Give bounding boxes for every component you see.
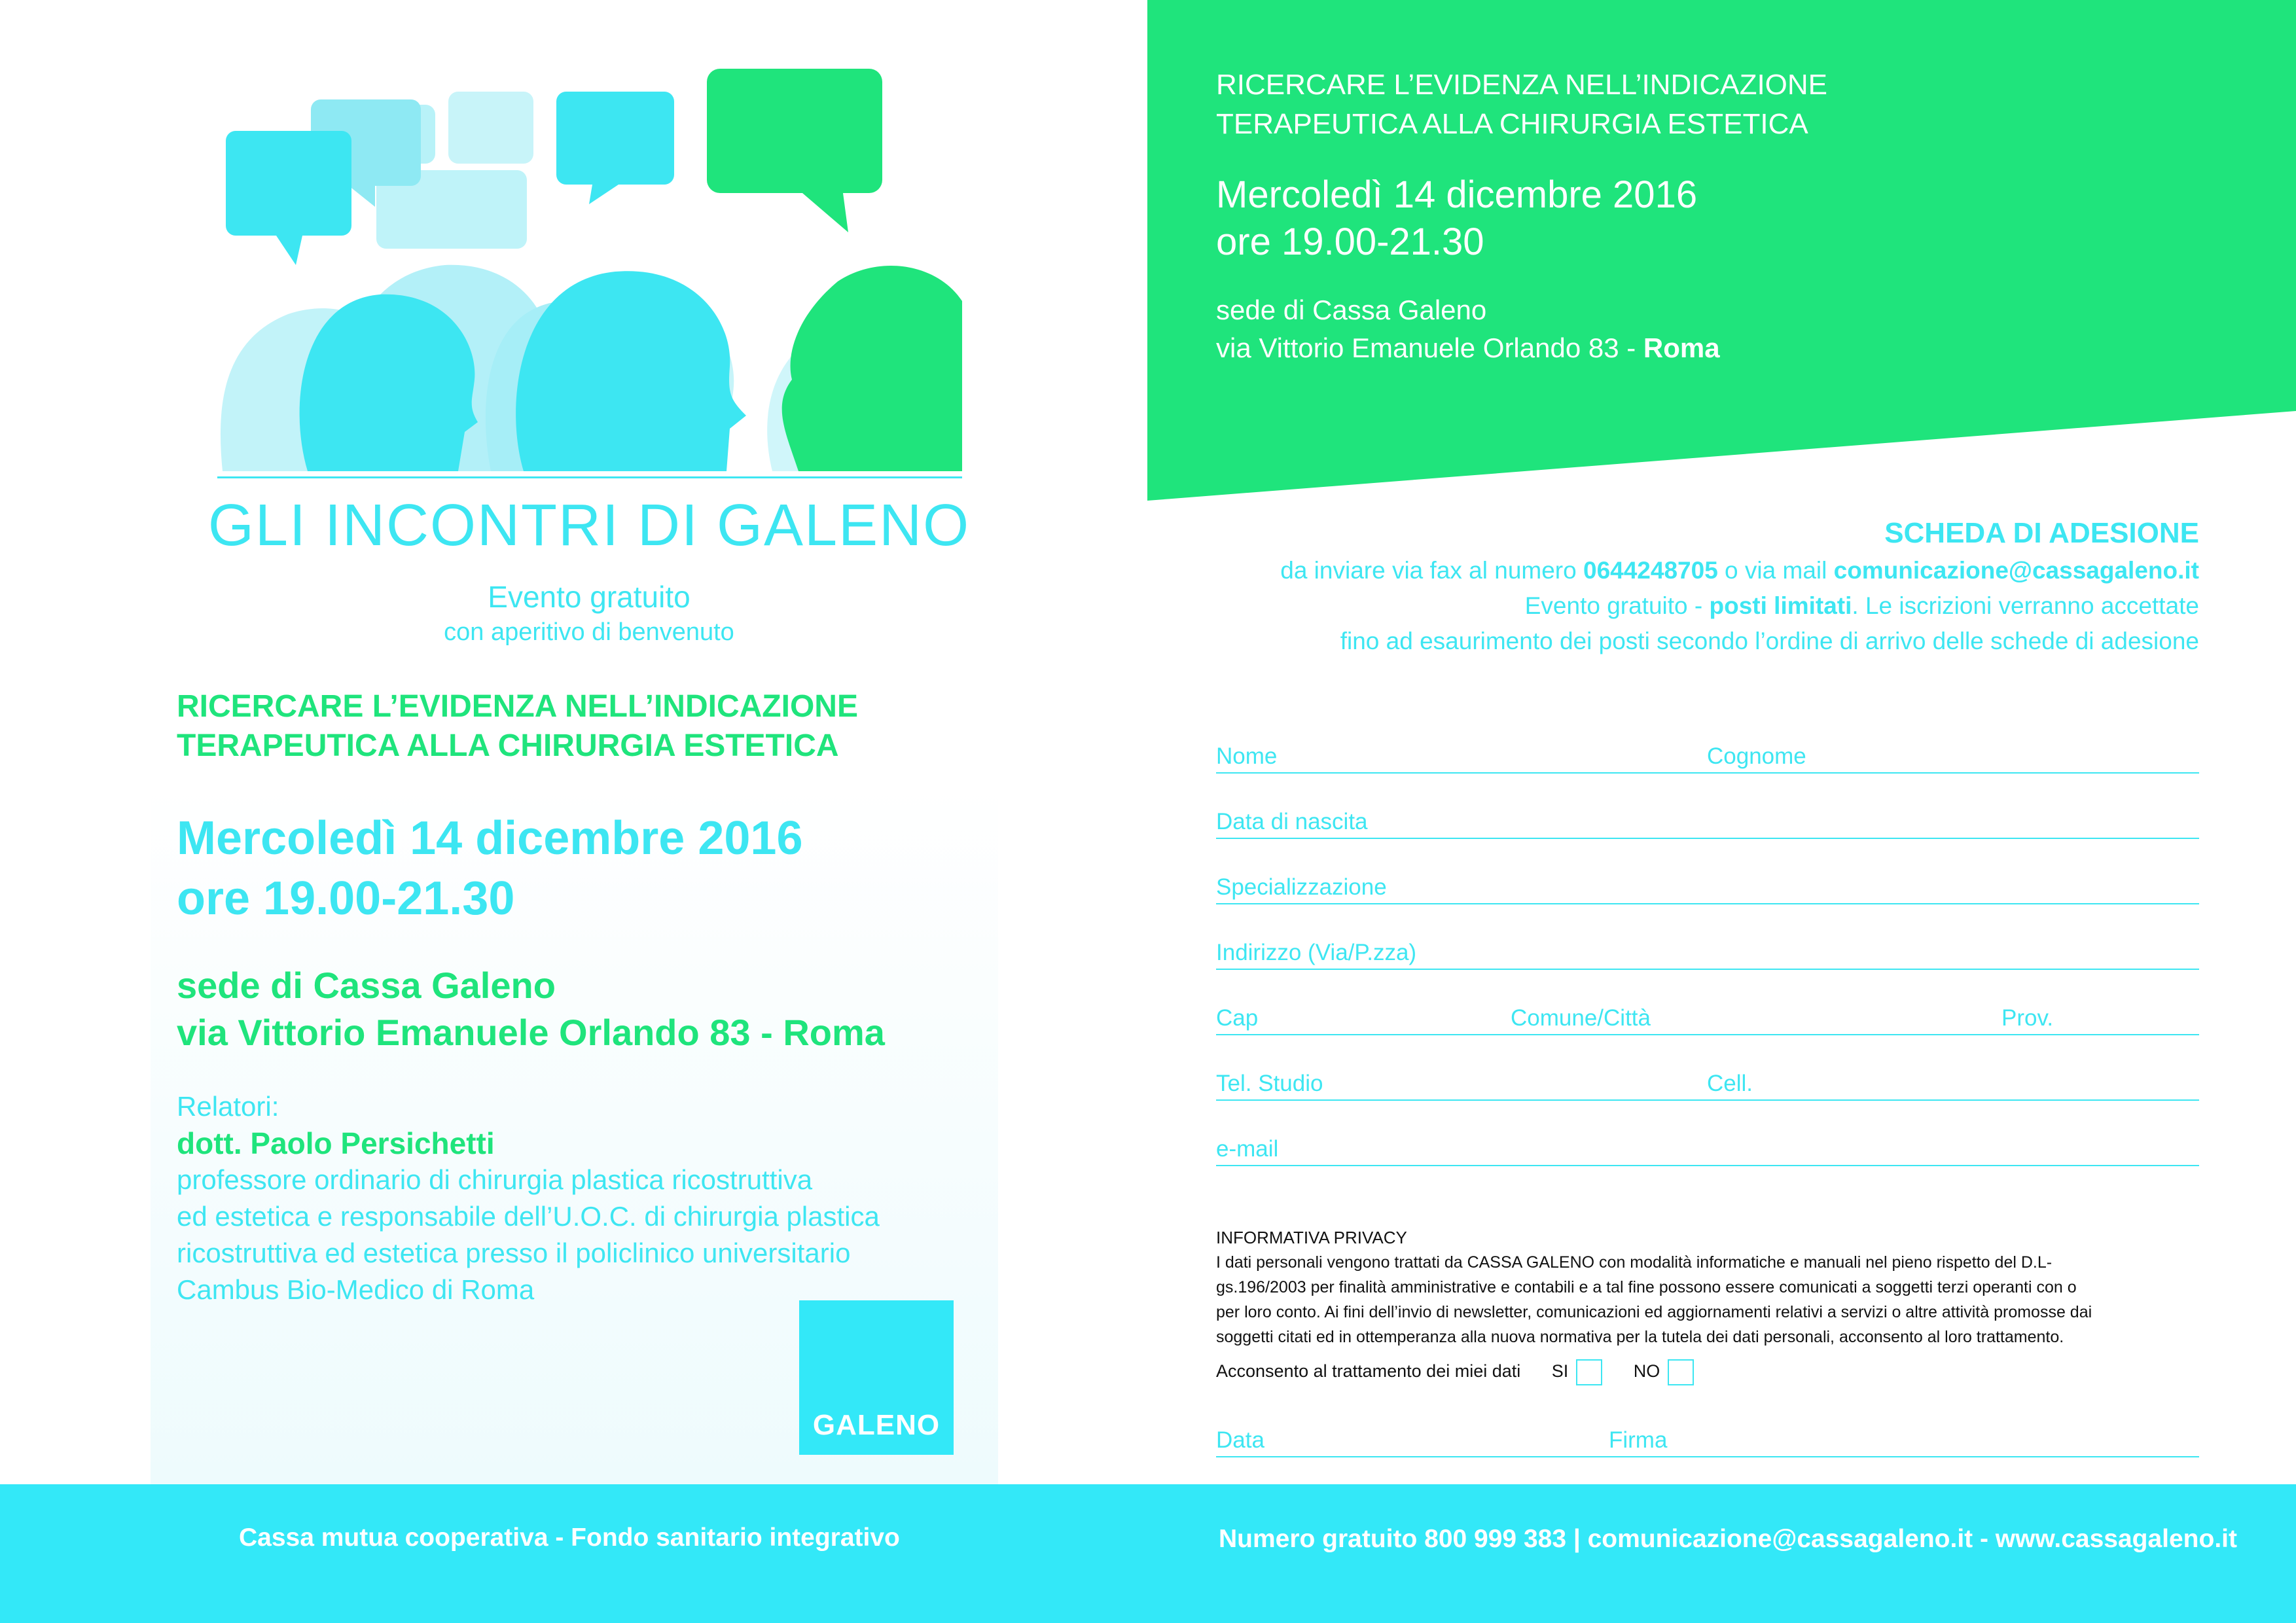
right-venue-city: Roma — [1643, 332, 1720, 363]
consent-no-label: NO — [1633, 1361, 1660, 1382]
right-venue-address: via Vittorio Emanuele Orlando 83 - — [1216, 332, 1643, 363]
right-title-line: RICERCARE L’EVIDENZA NELL’INDICAZIONE — [1216, 69, 1828, 101]
footer-tagline: Cassa mutua cooperativa - Fondo sanitario integrativo — [239, 1524, 900, 1552]
privacy-notice — [1216, 1225, 2198, 1349]
right-title-line: TERAPEUTICA ALLA CHIRURGIA ESTETICA — [1216, 108, 1808, 140]
note-suffix: . Le iscrizioni verranno accettate — [1852, 592, 2199, 619]
right-event-date: Mercoledì 14 dicembre 2016 — [1216, 173, 1698, 216]
galeno-logo-text: GALENO — [812, 1409, 941, 1441]
note-prefix: Evento gratuito - — [1524, 592, 1710, 619]
right-venue-line — [1216, 329, 1720, 367]
comune-label: Comune/Città — [1511, 1005, 1651, 1031]
contact-email: comunicazione@cassagaleno.it — [1833, 557, 2199, 584]
evento-gratuito-label: Evento gratuito — [488, 580, 691, 614]
email-field[interactable] — [1216, 1126, 2199, 1166]
speakers-section — [177, 1088, 995, 1308]
consent-si-checkbox[interactable] — [1576, 1359, 1602, 1385]
event-date: Mercoledì 14 dicembre 2016 — [177, 812, 803, 865]
send-prefix: da inviare via fax al numero — [1280, 557, 1583, 584]
venue-line: via Vittorio Emanuele Orlando 83 - Roma — [177, 1012, 885, 1053]
privacy-text-line: per loro conto. Ai fini dell’invio di newsletter, comunicazioni ed aggiornamenti relativi a servizi o altre attività promosse dai — [1216, 1303, 2092, 1321]
right-event-datetime — [1216, 171, 1697, 266]
send-instructions — [1280, 553, 2199, 588]
note-bold: posti limitati — [1709, 592, 1852, 619]
specializzazione-label: Specializzazione — [1216, 874, 1387, 900]
tel-cell-row[interactable] — [1216, 1060, 2199, 1101]
consent-row — [1216, 1359, 1694, 1385]
send-mid: o via mail — [1717, 557, 1834, 584]
specializzazione-field[interactable] — [1216, 864, 2199, 904]
footer-bar — [0, 1484, 2296, 1623]
cap-comune-prov-row[interactable] — [1216, 995, 2199, 1035]
data-firma-row[interactable] — [1216, 1417, 2199, 1457]
head-silhouette-icons — [217, 265, 962, 478]
data-nascita-label: Data di nascita — [1216, 809, 1368, 834]
galeno-logo — [799, 1300, 954, 1455]
privacy-heading: INFORMATIVA PRIVACY — [1216, 1228, 1407, 1247]
data-label: Data — [1216, 1427, 1265, 1453]
venue-line: sede di Cassa Galeno — [177, 965, 556, 1006]
privacy-text-line: soggetti citati ed in ottemperanza alla nuova normativa per la tutela dei dati personali, acconsento al loro trattamento. — [1216, 1328, 2064, 1346]
right-venue-line: sede di Cassa Galeno — [1216, 294, 1487, 325]
speaker-name: dott. Paolo Persichetti — [177, 1126, 495, 1160]
cell-label: Cell. — [1707, 1071, 1753, 1096]
speaker-bio-line: professore ordinario di chirurgia plastica ricostruttiva — [177, 1164, 813, 1195]
speaker-bio-line: ricostruttiva ed estetica presso il policlinico universitario — [177, 1238, 851, 1268]
main-title: GLI INCONTRI DI GALENO — [207, 493, 971, 558]
event-title-line: RICERCARE L’EVIDENZA NELL’INDICAZIONE — [177, 689, 858, 724]
relatori-label: Relatori: — [177, 1091, 279, 1122]
indirizzo-label: Indirizzo (Via/P.zza) — [1216, 940, 1417, 965]
availability-note-line2: fino ad esaurimento dei posti secondo l’ordine di arrivo delle schede di adesione — [1340, 628, 2199, 654]
data-nascita-field[interactable] — [1216, 798, 2199, 839]
right-event-title — [1216, 65, 1827, 144]
event-title-line: TERAPEUTICA ALLA CHIRURGIA ESTETICA — [177, 728, 839, 763]
consent-label: Acconsento al trattamento dei miei dati — [1216, 1361, 1521, 1382]
footer-contacts: Numero gratuito 800 999 383 | comunicazione@cassagaleno.it - www.cassagaleno.it — [1218, 1525, 2237, 1553]
speaker-bio-line: ed estetica e responsabile dell’U.O.C. di chirurgia plastica — [177, 1201, 880, 1232]
form-heading: SCHEDA DI ADESIONE — [1884, 517, 2199, 549]
event-title — [177, 687, 962, 766]
right-event-venue — [1216, 291, 1720, 367]
speech-heads-illustration — [209, 65, 962, 484]
tel-label: Tel. Studio — [1216, 1071, 1323, 1096]
cognome-label: Cognome — [1707, 743, 1806, 769]
event-venue — [177, 962, 885, 1056]
privacy-text-line: I dati personali vengono trattati da CASSA GALENO con modalità informatiche e manuali nel pieno rispetto del D.L- — [1216, 1253, 2053, 1272]
prov-label: Prov. — [2001, 1005, 2054, 1031]
aperitivo-label: con aperitivo di benvenuto — [444, 618, 734, 646]
event-datetime — [177, 808, 803, 929]
email-label: e-mail — [1216, 1136, 1279, 1162]
nome-label: Nome — [1216, 743, 1278, 769]
speaker-bio-line: Cambus Bio-Medico di Roma — [177, 1274, 535, 1305]
consent-no-checkbox[interactable] — [1668, 1359, 1694, 1385]
cap-label: Cap — [1216, 1005, 1259, 1031]
firma-label: Firma — [1609, 1427, 1668, 1453]
fax-number: 0644248705 — [1583, 557, 1718, 584]
registration-form-header — [1280, 514, 2199, 659]
nome-cognome-row[interactable] — [1216, 733, 2199, 774]
speech-bubble-icons — [226, 69, 882, 265]
privacy-text-line: gs.196/2003 per finalità amministrative e contabili e a tal fine possono essere comunicati a soggetti terzi operanti con o — [1216, 1278, 2077, 1296]
consent-si-label: SI — [1551, 1361, 1569, 1382]
indirizzo-field[interactable] — [1216, 929, 2199, 970]
right-event-time: ore 19.00-21.30 — [1216, 221, 1484, 263]
event-time: ore 19.00-21.30 — [177, 872, 515, 925]
availability-note — [1280, 588, 2199, 624]
